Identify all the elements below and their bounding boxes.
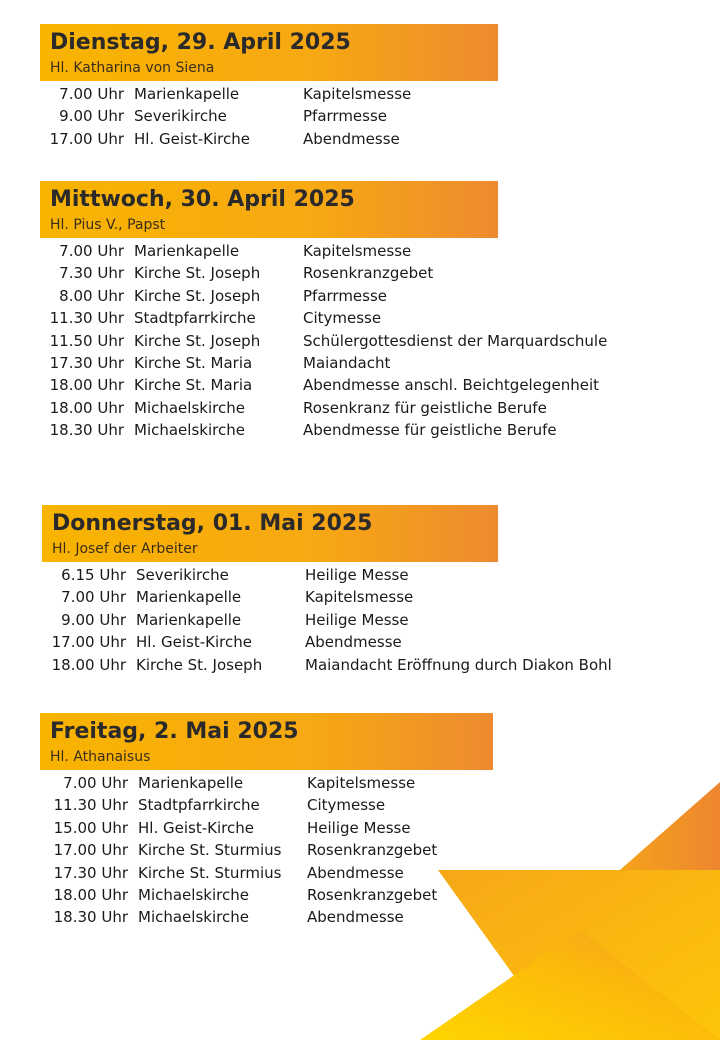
time: 6.15 Uhr (61, 566, 126, 584)
time: 7.00 Uhr (59, 85, 124, 103)
place: Michaelskirche (138, 885, 249, 904)
day-title: Mittwoch, 30. April 2025 (50, 187, 355, 212)
day-header-banner (42, 505, 498, 562)
schedule-row (44, 839, 680, 861)
day-header-banner (40, 24, 498, 81)
time: 7.00 Uhr (63, 774, 128, 792)
time: 9.00 Uhr (59, 107, 124, 126)
schedule-row (44, 884, 680, 906)
place: Stadtpfarrkirche (138, 796, 260, 815)
day-header-banner (40, 713, 493, 770)
event: Citymesse (303, 309, 382, 328)
schedule-row (42, 654, 682, 676)
time: 18.00 Uhr (53, 885, 128, 904)
day-title: Donnerstag, 01. Mai 2025 (52, 511, 373, 536)
day-block-friday (40, 713, 680, 929)
time: 17.00 Uhr (49, 129, 124, 148)
saint-of-the-day: Hl. Athanaisus (50, 749, 151, 765)
day-block-tuesday (40, 24, 680, 150)
schedule-row (40, 128, 680, 150)
time: 17.30 Uhr (49, 353, 124, 372)
time: 8.00 Uhr (59, 286, 124, 305)
event: Kapitelsmesse (303, 85, 412, 103)
day-block-wednesday (40, 181, 680, 442)
schedule-row (40, 374, 680, 396)
event: Abendmesse (307, 908, 404, 927)
day-title: Dienstag, 29. April 2025 (50, 30, 351, 55)
event: Heilige Messe (305, 610, 409, 629)
place: Michaelskirche (134, 398, 245, 417)
time: 17.30 Uhr (53, 863, 128, 882)
event: Heilige Messe (305, 566, 409, 584)
place: Marienkapelle (138, 774, 244, 792)
schedule-row (44, 794, 680, 816)
event: Schülergottesdienst der Marquardschule (303, 331, 608, 350)
schedule-row (44, 906, 680, 928)
time: 18.30 Uhr (49, 421, 124, 440)
place: Kirche St. Maria (134, 353, 253, 372)
time: 7.00 Uhr (61, 588, 126, 607)
place: Marienkapelle (134, 85, 240, 103)
event: Kapitelsmesse (303, 242, 412, 260)
event: Heilige Messe (307, 818, 411, 837)
schedule-row (44, 772, 680, 794)
saint-of-the-day: Hl. Pius V., Papst (50, 217, 166, 233)
time: 18.00 Uhr (51, 655, 126, 674)
schedule-row (40, 83, 680, 105)
schedule-row (40, 330, 680, 352)
place: Kirche St. Sturmius (138, 863, 282, 882)
schedule-row (42, 609, 682, 631)
schedule-row (40, 262, 680, 284)
day-block-thursday (42, 505, 682, 676)
place: Kirche St. Sturmius (138, 841, 282, 860)
schedule-list (44, 772, 680, 929)
place: Kirche St. Joseph (134, 286, 261, 305)
event: Kapitelsmesse (307, 774, 416, 792)
place: Hl. Geist-Kirche (136, 633, 252, 652)
schedule-row (42, 631, 682, 653)
schedule-row (40, 240, 680, 262)
schedule-row (44, 817, 680, 839)
time: 7.00 Uhr (59, 242, 124, 260)
event: Rosenkranz für geistliche Berufe (303, 398, 547, 417)
schedule-row (42, 564, 682, 586)
schedule-row (40, 352, 680, 374)
time: 18.30 Uhr (53, 908, 128, 927)
place: Michaelskirche (134, 421, 245, 440)
time: 15.00 Uhr (53, 818, 128, 837)
event: Citymesse (307, 796, 386, 815)
schedule-row (40, 285, 680, 307)
schedule-row (42, 586, 682, 608)
place: Marienkapelle (136, 588, 242, 607)
event: Rosenkranzgebet (307, 885, 438, 904)
event: Abendmesse anschl. Beichtgelegenheit (303, 376, 599, 395)
place: Stadtpfarrkirche (134, 309, 256, 328)
place: Hl. Geist-Kirche (134, 129, 250, 148)
time: 9.00 Uhr (61, 610, 126, 629)
schedule-row (40, 307, 680, 329)
schedule-row (44, 862, 680, 884)
event: Abendmesse (303, 129, 400, 148)
place: Kirche St. Joseph (136, 655, 263, 674)
place: Kirche St. Joseph (134, 331, 261, 350)
time: 17.00 Uhr (51, 633, 126, 652)
event: Maiandacht Eröffnung durch Diakon Bohl (305, 655, 612, 674)
day-title: Freitag, 2. Mai 2025 (50, 719, 299, 744)
place: Hl. Geist-Kirche (138, 818, 254, 837)
time: 7.30 Uhr (59, 264, 124, 283)
saint-of-the-day: Hl. Josef der Arbeiter (52, 541, 198, 557)
event: Pfarrmesse (303, 107, 388, 126)
schedule-list (40, 240, 680, 442)
schedule-row (40, 419, 680, 441)
event: Pfarrmesse (303, 286, 388, 305)
day-header-banner (40, 181, 498, 238)
place: Severikirche (136, 566, 229, 584)
schedule-list (42, 564, 682, 676)
time: 18.00 Uhr (49, 376, 124, 395)
time: 11.50 Uhr (49, 331, 124, 350)
saint-of-the-day: Hl. Katharina von Siena (50, 60, 215, 76)
event: Abendmesse (307, 863, 404, 882)
time: 17.00 Uhr (53, 841, 128, 860)
event: Abendmesse für geistliche Berufe (303, 421, 557, 440)
time: 11.30 Uhr (53, 796, 128, 815)
event: Rosenkranzgebet (303, 264, 434, 283)
time: 18.00 Uhr (49, 398, 124, 417)
place: Marienkapelle (134, 242, 240, 260)
event: Kapitelsmesse (305, 588, 414, 607)
event: Abendmesse (305, 633, 402, 652)
place: Severikirche (134, 107, 227, 126)
schedule-row (40, 105, 680, 127)
event: Rosenkranzgebet (307, 841, 438, 860)
event: Maiandacht (303, 353, 391, 372)
schedule-row (40, 397, 680, 419)
time: 11.30 Uhr (49, 309, 124, 328)
place: Marienkapelle (136, 610, 242, 629)
place: Michaelskirche (138, 908, 249, 927)
schedule-list (40, 83, 680, 150)
place: Kirche St. Joseph (134, 264, 261, 283)
place: Kirche St. Maria (134, 376, 253, 395)
